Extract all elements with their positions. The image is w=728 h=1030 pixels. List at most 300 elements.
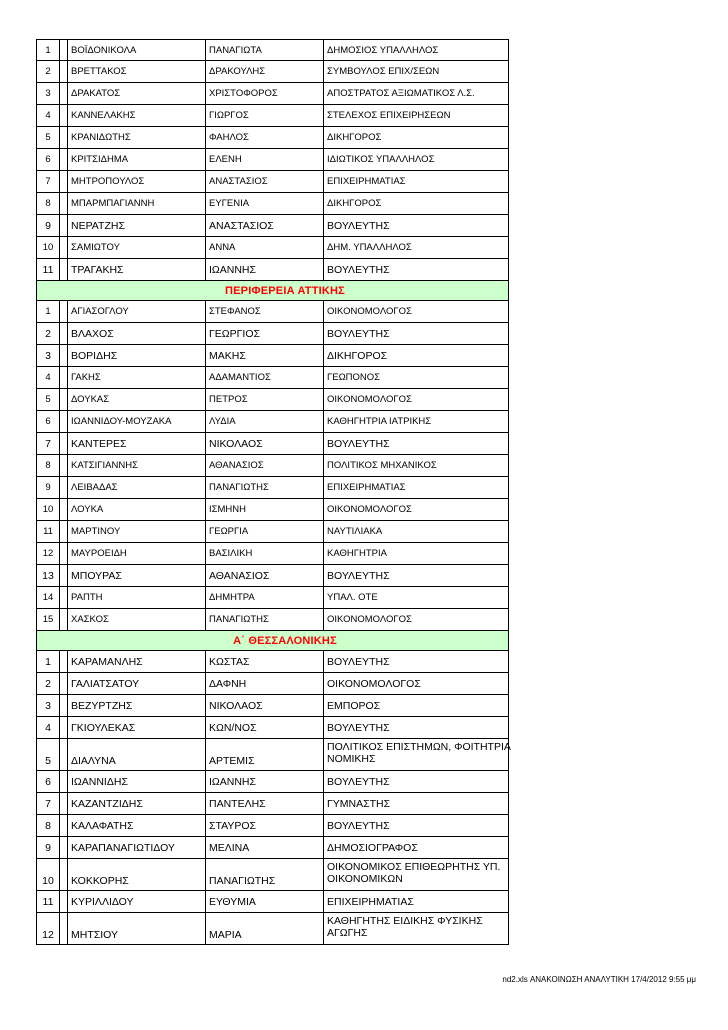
first-name-cell-text: ΣΤΕΦΑΝΟΣ (209, 306, 261, 317)
row-number-text: 5 (45, 755, 51, 767)
profession-cell-text: ΒΟΥΛΕΥΤΗΣ (327, 569, 390, 582)
first-name-cell-text: ΠΑΝΑΓΙΩΤΗΣ (209, 875, 276, 887)
first-name-cell (205, 913, 324, 944)
row-number-text: 4 (45, 110, 51, 121)
first-name-cell (205, 389, 324, 410)
first-name-cell (205, 237, 324, 258)
surname-cell (67, 565, 206, 586)
row-number (37, 389, 59, 410)
profession-cell (323, 193, 511, 214)
profession-cell (323, 717, 511, 738)
profession-cell (323, 259, 511, 280)
first-name-cell (205, 40, 324, 60)
table-row (36, 891, 509, 913)
profession-cell (323, 40, 511, 60)
surname-cell (67, 771, 206, 792)
row-number (37, 815, 59, 836)
first-name-cell (205, 521, 324, 542)
row-number-text: 1 (45, 655, 51, 668)
first-name-cell-text: ΠΕΤΡΟΣ (209, 394, 248, 405)
row-number-text: 2 (45, 66, 51, 77)
row-number-text: 11 (42, 263, 54, 276)
row-number (37, 695, 59, 716)
row-number (37, 477, 59, 498)
surname-cell (67, 301, 206, 322)
table-row (36, 433, 509, 455)
surname-cell (67, 323, 206, 344)
surname-cell-text: ΝΕΡΑΤΖΗΣ (71, 219, 125, 232)
profession-cell-text: ΙΔΙΩΤΙΚΟΣ ΥΠΑΛΛΗΛΟΣ (327, 154, 435, 165)
surname-cell-text: ΜΠΑΡΜΠΑΓΙΑΝΝΗ (71, 198, 155, 209)
first-name-cell (205, 171, 324, 192)
surname-cell-text: ΜΗΤΣΙΟΥ (71, 929, 118, 941)
row-number-text: 5 (45, 394, 51, 405)
row-number (37, 259, 59, 280)
surname-cell (67, 609, 206, 630)
table-row (36, 301, 509, 323)
profession-cell-text: ΠΟΛΙΤΙΚΟΣ ΕΠΙΣΤΗΜΩΝ, ΦΟΙΤΗΤΡΙΑ ΝΟΜΙΚΗΣ (327, 741, 511, 765)
surname-cell (67, 859, 206, 890)
profession-cell-text: ΓΥΜΝΑΣΤΗΣ (327, 797, 391, 810)
surname-cell-text: ΚΑΖΑΝΤΖΙΔΗΣ (71, 797, 143, 810)
table-row (36, 455, 509, 477)
row-number-text: 1 (45, 44, 51, 56)
profession-cell-text: ΔΗΜΟΣΙΟΓΡΑΦΟΣ (327, 841, 418, 854)
row-number (37, 83, 59, 104)
row-number-text: 10 (42, 504, 54, 515)
profession-cell-text: ΒΟΥΛΕΥΤΗΣ (327, 327, 390, 340)
surname-cell-text: ΜΠΟΥΡΑΣ (71, 569, 122, 582)
row-number (37, 40, 59, 60)
surname-cell-text: ΚΡΑΝΙΔΩΤΗΣ (71, 132, 131, 143)
first-name-cell-text: ΓΕΩΡΓΙΑ (209, 526, 249, 537)
first-name-cell-text: ΦΑΗΛΟΣ (209, 132, 249, 143)
surname-cell-text: ΜΗΤΡΟΠΟΥΛΟΣ (71, 176, 145, 187)
row-number (37, 237, 59, 258)
profession-cell-text: ΟΙΚΟΝΟΜΙΚΟΣ ΕΠΙΘΕΩΡΗΤΗΣ ΥΠ. ΟΙΚΟΝΟΜΙΚΩΝ (327, 861, 501, 885)
first-name-cell-text: ΓΕΩΡΓΙΟΣ (209, 327, 260, 340)
row-number (37, 609, 59, 630)
first-name-cell-text: ΛΥΔΙΑ (209, 416, 236, 427)
profession-cell-text: ΚΑΘΗΓΗΤΡΙΑ ΙΑΤΡΙΚΗΣ (327, 416, 432, 427)
surname-cell (67, 83, 206, 104)
first-name-cell-text: ΕΥΘΥΜΙΑ (209, 895, 256, 908)
surname-cell (67, 105, 206, 126)
profession-cell-text: ΔΙΚΗΓΟΡΟΣ (327, 132, 382, 143)
surname-cell (67, 891, 206, 912)
profession-cell-text: ΑΠΟΣΤΡΑΤΟΣ ΑΞΙΩΜΑΤΙΚΟΣ Λ.Σ. (327, 88, 475, 99)
surname-cell-text: ΚΑΛΑΦΑΤΗΣ (71, 819, 134, 832)
profession-cell-text: ΥΠΑΛ. ΟΤΕ (327, 592, 378, 603)
table-row (36, 171, 509, 193)
row-number (37, 433, 59, 454)
profession-cell-text: ΣΤΕΛΕΧΟΣ ΕΠΙΧΕΙΡΗΣΕΩΝ (327, 110, 451, 121)
surname-cell-text: ΜΑΡΤΙΝΟΥ (71, 526, 121, 537)
surname-cell (67, 259, 206, 280)
surname-cell (67, 673, 206, 694)
table-row (36, 565, 509, 587)
row-number-text: 7 (45, 437, 51, 450)
profession-cell-text: ΕΠΙΧΕΙΡΗΜΑΤΙΑΣ (327, 176, 406, 187)
table-row (36, 323, 509, 345)
surname-cell-text: ΓΚΙΟΥΛΕΚΑΣ (71, 721, 136, 734)
row-number (37, 521, 59, 542)
surname-cell (67, 411, 206, 432)
table-row (36, 815, 509, 837)
row-number (37, 859, 59, 890)
section-title: Α΄ ΘΕΣΣΑΛΟΝΙΚΗΣ (233, 634, 337, 647)
row-number (37, 61, 59, 82)
surname-cell (67, 499, 206, 520)
surname-cell (67, 477, 206, 498)
row-number-text: 12 (42, 929, 54, 941)
profession-cell (323, 455, 511, 476)
profession-cell-text: ΟΙΚΟΝΟΜΟΛΟΓΟΣ (327, 394, 412, 405)
first-name-cell (205, 127, 324, 148)
first-name-cell-text: ΣΤΑΥΡΟΣ (209, 819, 257, 832)
first-name-cell (205, 793, 324, 814)
table-row (36, 771, 509, 793)
row-number (37, 193, 59, 214)
first-name-cell (205, 367, 324, 388)
first-name-cell-text: ΔΑΦΝΗ (209, 677, 247, 690)
row-number-text: 9 (45, 482, 51, 493)
profession-cell-text: ΕΠΙΧΕΙΡΗΜΑΤΙΑΣ (327, 895, 414, 908)
first-name-cell (205, 673, 324, 694)
profession-cell-text: ΣΥΜΒΟΥΛΟΣ ΕΠΙΧ/ΣΕΩΝ (327, 66, 440, 77)
first-name-cell (205, 149, 324, 170)
surname-cell-text: ΚΑΝΝΕΛΑΚΗΣ (71, 110, 136, 121)
first-name-cell-text: ΑΝΑΣΤΑΣΙΟΣ (209, 176, 268, 187)
table-row (36, 411, 509, 433)
profession-cell (323, 149, 511, 170)
table-row (36, 859, 509, 891)
first-name-cell-text: ΝΙΚΟΛΑΟΣ (209, 437, 263, 450)
row-number (37, 499, 59, 520)
table-row (36, 345, 509, 367)
first-name-cell (205, 609, 324, 630)
first-name-cell (205, 771, 324, 792)
profession-cell-text: ΔΗΜΟΣΙΟΣ ΥΠΑΛΛΗΛΟΣ (327, 44, 439, 56)
surname-cell (67, 433, 206, 454)
first-name-cell-text: ΚΩΣΤΑΣ (209, 655, 250, 668)
profession-cell-text: ΓΕΩΠΟΝΟΣ (327, 372, 381, 383)
row-number (37, 411, 59, 432)
surname-cell-text: ΓΑΚΗΣ (71, 372, 101, 383)
surname-cell (67, 237, 206, 258)
profession-cell (323, 793, 511, 814)
surname-cell-text: ΙΩΑΝΝΙΔΟΥ-ΜΟΥΖΑΚΑ (71, 416, 172, 427)
profession-cell (323, 433, 511, 454)
table-row (36, 149, 509, 171)
profession-cell (323, 651, 511, 672)
profession-cell (323, 859, 511, 890)
first-name-cell-text: ΑΝΑΣΤΑΣΙΟΣ (209, 219, 274, 232)
row-number (37, 793, 59, 814)
row-number-text: 3 (45, 699, 51, 712)
row-number (37, 301, 59, 322)
surname-cell (67, 389, 206, 410)
row-number (37, 543, 59, 564)
table-row (36, 793, 509, 815)
first-name-cell (205, 61, 324, 82)
table-row (36, 609, 509, 631)
table-row (36, 695, 509, 717)
surname-cell (67, 149, 206, 170)
row-number (37, 323, 59, 344)
section-title: ΠΕΡΙΦΕΡΕΙΑ ΑΤΤΙΚΗΣ (225, 284, 345, 297)
first-name-cell-text: ΠΑΝΑΓΙΩΤΗΣ (209, 482, 269, 493)
profession-cell (323, 389, 511, 410)
row-number (37, 565, 59, 586)
row-number (37, 367, 59, 388)
row-number-text: 8 (45, 198, 51, 209)
profession-cell (323, 499, 511, 520)
first-name-cell-text: ΕΛΕΝΗ (209, 154, 242, 165)
surname-cell (67, 651, 206, 672)
profession-cell (323, 587, 511, 608)
row-number-text: 11 (42, 895, 54, 908)
row-number (37, 651, 59, 672)
surname-cell-text: ΛΕΙΒΑΔΑΣ (71, 482, 118, 493)
first-name-cell (205, 891, 324, 912)
surname-cell (67, 543, 206, 564)
surname-cell (67, 837, 206, 858)
first-name-cell-text: ΠΑΝΤΕΛΗΣ (209, 797, 266, 810)
surname-cell-text: ΔΡΑΚΑΤΟΣ (71, 88, 121, 99)
first-name-cell (205, 587, 324, 608)
row-number (37, 215, 59, 236)
table-row (36, 367, 509, 389)
profession-cell-text: ΔΙΚΗΓΟΡΟΣ (327, 198, 382, 209)
row-number (37, 673, 59, 694)
surname-cell (67, 793, 206, 814)
surname-cell (67, 215, 206, 236)
first-name-cell (205, 105, 324, 126)
first-name-cell-text: ΜΕΛΙΝΑ (209, 841, 250, 854)
profession-cell (323, 345, 511, 366)
table-row (36, 651, 509, 673)
profession-cell-text: ΒΟΥΛΕΥΤΗΣ (327, 437, 390, 450)
first-name-cell (205, 499, 324, 520)
first-name-cell (205, 651, 324, 672)
row-number-text: 3 (45, 88, 51, 99)
row-number (37, 105, 59, 126)
table-row (36, 259, 509, 281)
row-number-text: 6 (45, 775, 51, 788)
first-name-cell (205, 739, 324, 770)
first-name-cell (205, 323, 324, 344)
surname-cell (67, 587, 206, 608)
row-number-text: 4 (45, 372, 51, 383)
profession-cell (323, 367, 511, 388)
row-number-text: 6 (45, 154, 51, 165)
first-name-cell-text: ΑΘΑΝΑΣΙΟΣ (209, 569, 270, 582)
row-number-text: 8 (45, 819, 51, 832)
surname-cell-text: ΚΑΡΑΜΑΝΛΗΣ (71, 655, 143, 668)
first-name-cell-text: ΑΡΤΕΜΙΣ (209, 755, 255, 767)
row-number (37, 771, 59, 792)
first-name-cell-text: ΙΩΑΝΝΗΣ (209, 775, 257, 788)
table-row (36, 105, 509, 127)
table-row (36, 587, 509, 609)
first-name-cell-text: ΜΑΡΙΑ (209, 929, 242, 941)
table-row (36, 499, 509, 521)
surname-cell (67, 455, 206, 476)
first-name-cell (205, 215, 324, 236)
profession-cell (323, 477, 511, 498)
profession-cell (323, 739, 511, 770)
first-name-cell-text: ΑΘΑΝΑΣΙΟΣ (209, 460, 264, 471)
profession-cell-text: ΕΠΙΧΕΙΡΗΜΑΤΙΑΣ (327, 482, 406, 493)
row-number-text: 2 (45, 677, 51, 690)
profession-cell (323, 695, 511, 716)
row-number-text: 13 (42, 569, 54, 582)
first-name-cell (205, 695, 324, 716)
first-name-cell (205, 837, 324, 858)
surname-cell-text: ΔΟΥΚΑΣ (71, 394, 110, 405)
table-row (36, 913, 509, 945)
profession-cell (323, 913, 511, 944)
profession-cell (323, 771, 511, 792)
first-name-cell-text: ΔΡΑΚΟΥΛΗΣ (209, 66, 266, 77)
first-name-cell-text: ΝΙΚΟΛΑΟΣ (209, 699, 263, 712)
profession-cell (323, 815, 511, 836)
surname-cell-text: ΒΛΑΧΟΣ (71, 327, 114, 340)
surname-cell (67, 367, 206, 388)
profession-cell-text: ΒΟΥΛΕΥΤΗΣ (327, 263, 390, 276)
surname-cell-text: ΑΓΙΑΣΟΓΛΟΥ (71, 306, 129, 317)
row-number (37, 739, 59, 770)
first-name-cell (205, 83, 324, 104)
row-number-text: 15 (42, 614, 54, 625)
row-number (37, 717, 59, 738)
profession-cell (323, 323, 511, 344)
surname-cell-text: ΛΟΥΚΑ (71, 504, 104, 515)
candidate-sheet (36, 39, 509, 945)
surname-cell-text: ΚΑΝΤΕΡΕΣ (71, 437, 127, 450)
row-number-text: 12 (42, 548, 54, 559)
first-name-cell (205, 345, 324, 366)
profession-cell-text: ΚΑΘΗΓΗΤΡΙΑ (327, 548, 387, 559)
table-row (36, 837, 509, 859)
surname-cell-text: ΒΕΖΥΡΤΖΗΣ (71, 699, 133, 712)
first-name-cell (205, 433, 324, 454)
surname-cell-text: ΚΡΙΤΣΙΔΗΜΑ (71, 154, 129, 165)
profession-cell (323, 105, 511, 126)
row-number-text: 7 (45, 176, 51, 187)
row-number-text: 1 (45, 306, 51, 317)
row-number (37, 171, 59, 192)
row-number-text: 4 (45, 721, 51, 734)
row-number (37, 149, 59, 170)
row-number-text: 6 (45, 416, 51, 427)
table-row (36, 237, 509, 259)
surname-cell (67, 695, 206, 716)
first-name-cell (205, 259, 324, 280)
first-name-cell-text: ΠΑΝΑΓΙΩΤΗΣ (209, 614, 269, 625)
profession-cell-text: ΠΟΛΙΤΙΚΟΣ ΜΗΧΑΝΙΚΟΣ (327, 460, 437, 471)
first-name-cell (205, 193, 324, 214)
surname-cell (67, 521, 206, 542)
first-name-cell (205, 815, 324, 836)
profession-cell (323, 673, 511, 694)
surname-cell-text: ΚΥΡΙΛΛΙΔΟΥ (71, 895, 134, 908)
first-name-cell (205, 717, 324, 738)
surname-cell (67, 717, 206, 738)
row-number-text: 7 (45, 797, 51, 810)
row-number (37, 587, 59, 608)
row-number-text: 14 (42, 592, 54, 603)
surname-cell (67, 739, 206, 770)
profession-cell (323, 521, 511, 542)
first-name-cell-text: ΒΑΣΙΛΙΚΗ (209, 548, 253, 559)
row-number (37, 455, 59, 476)
first-name-cell-text: ΠΑΝΑΓΙΩΤΑ (209, 44, 262, 56)
row-number (37, 913, 59, 944)
row-number (37, 127, 59, 148)
profession-cell-text: ΒΟΥΛΕΥΤΗΣ (327, 721, 390, 734)
profession-cell-text: ΒΟΥΛΕΥΤΗΣ (327, 775, 390, 788)
row-number-text: 9 (45, 219, 51, 232)
row-number (37, 837, 59, 858)
surname-cell-text: ΤΡΑΓΑΚΗΣ (71, 263, 124, 276)
section-header (36, 631, 509, 651)
surname-cell (67, 193, 206, 214)
table-row (36, 477, 509, 499)
profession-cell (323, 301, 511, 322)
surname-cell-text: ΔΙΑΛΥΝΑ (71, 755, 116, 767)
profession-cell (323, 837, 511, 858)
table-row (36, 673, 509, 695)
row-number-text: 3 (45, 349, 51, 362)
profession-cell-text: ΔΗΜ. ΥΠΑΛΛΗΛΟΣ (327, 242, 412, 253)
profession-cell-text: ΟΙΚΟΝΟΜΟΛΟΓΟΣ (327, 306, 412, 317)
profession-cell-text: ΟΙΚΟΝΟΜΟΛΟΓΟΣ (327, 614, 412, 625)
profession-cell-text: ΒΟΥΛΕΥΤΗΣ (327, 219, 390, 232)
profession-cell (323, 891, 511, 912)
row-number (37, 345, 59, 366)
first-name-cell (205, 477, 324, 498)
table-row (36, 739, 509, 771)
surname-cell-text: ΙΩΑΝΝΙΔΗΣ (71, 775, 128, 788)
first-name-cell (205, 543, 324, 564)
first-name-cell (205, 565, 324, 586)
profession-cell (323, 411, 511, 432)
profession-cell (323, 543, 511, 564)
table-row (36, 521, 509, 543)
profession-cell-text: ΔΙΚΗΓΟΡΟΣ (327, 349, 388, 362)
first-name-cell (205, 455, 324, 476)
first-name-cell-text: ΓΙΩΡΓΟΣ (209, 110, 249, 121)
row-number-text: 2 (45, 327, 51, 340)
profession-cell (323, 609, 511, 630)
first-name-cell (205, 859, 324, 890)
profession-cell (323, 61, 511, 82)
table-row (36, 193, 509, 215)
profession-cell-text: ΟΙΚΟΝΟΜΟΛΟΓΟΣ (327, 504, 412, 515)
profession-cell-text: ΒΟΥΛΕΥΤΗΣ (327, 819, 390, 832)
profession-cell-text: ΕΜΠΟΡΟΣ (327, 699, 381, 712)
surname-cell-text: ΧΑΣΚΟΣ (71, 614, 109, 625)
surname-cell-text: ΚΑΡΑΠΑΝΑΓΙΩΤΙΔΟΥ (71, 841, 175, 854)
first-name-cell (205, 301, 324, 322)
first-name-cell-text: ΔΗΜΗΤΡΑ (209, 592, 255, 603)
first-name-cell-text: ΧΡΙΣΤΟΦΟΡΟΣ (209, 88, 278, 99)
table-row (36, 543, 509, 565)
surname-cell-text: ΣΑΜΙΩΤΟΥ (71, 242, 120, 253)
row-number-text: 8 (45, 460, 51, 471)
